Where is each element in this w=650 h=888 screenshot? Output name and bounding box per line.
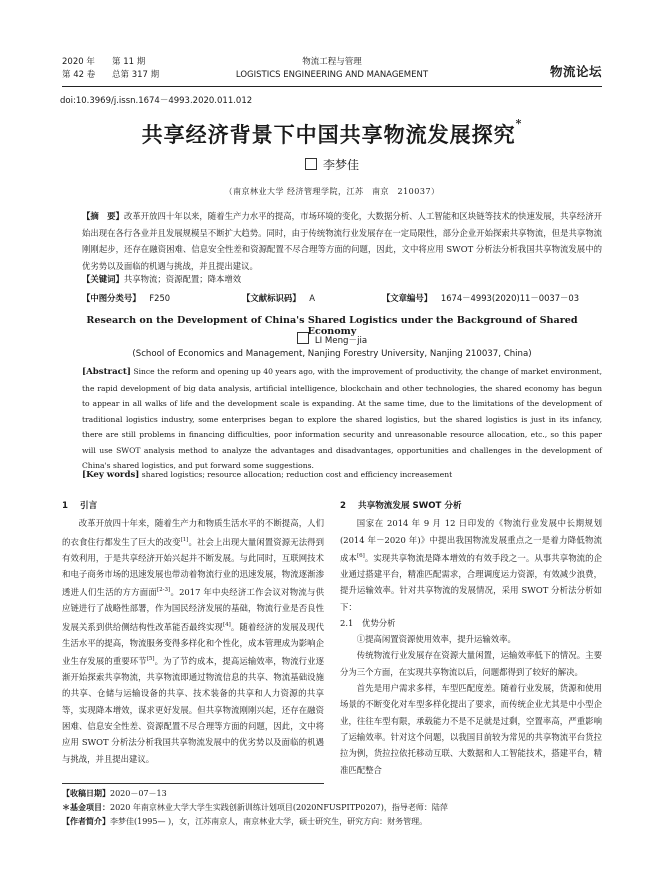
abstract-en-text: Since the reform and opening up 40 years ago, with the improvement of productivity, the change of market environment, the rapid development of big data analysis, artificial intelligence, blockchain and other technologies, the shared economy has begun to appear in all walks of life and the development scale is expanding. At the same time, due to the limitations of the development of traditional logistics industry, some enterprises began to explore the shared logistics, but the shared logistics is just in its infancy, there are still problems in financing difficulties, poor information security and unreasonable resource allocation, etc., so this paper will use SWOT analysis method to analyze the advantages and disadvantages, opportunities and challenges in the development of China's shared logistics, and put forward some suggestions. — [82, 367, 602, 470]
author-name-en: LI Meng－jia — [314, 336, 368, 346]
section-name: 物流论坛 — [549, 64, 602, 79]
footnote-divider — [62, 783, 324, 784]
text-run: 。为了节约成本，提高运输效率，物流行业逐渐开始探索共享物流，共享物流即通过物流信息的共享、物流基础设施的共享、仓储与运输设备的共享、技术装备的共享和人力资源的共享等，实现降本增效，谋求更好发展。但共享物流刚刚兴起，还存在融资困难、信息安全性差、资源配置不尽合理等方面的问题，因此，文中将应用 SWOT 分析法分析我国共享物流发展中的优劣势以及面临的机遇与挑战，并且提出建议。 — [62, 655, 324, 764]
fund-value: 2020 年南京林业大学大学生实践创新训练计划项目(2020NFUSPITP0207)，指导老师：陆萍 — [110, 803, 448, 812]
doc-code-label: 【文献标识码】 — [241, 293, 301, 303]
keywords-en-label: [Key words] — [82, 470, 140, 480]
keywords-cn-text: 共享物流；资源配置；降本增效 — [123, 274, 242, 284]
abstract-cn-label: 【摘 要】 — [82, 211, 124, 221]
text-run: 。2017 年中央经济工作会议对物流与供应链进行了战略性部署，作为国民经济发展的基础，物流行业是否良性发展关系到供给侧结构性改革能否最终实现 — [62, 587, 325, 632]
clc-value: F250 — [149, 293, 171, 303]
fund-label: ＊基金项目： — [62, 803, 110, 812]
article-no-label: 【文章编号】 — [381, 293, 433, 303]
citation[interactable]: [6] — [356, 552, 365, 559]
footnotes — [62, 787, 602, 829]
paragraph: 首先是用户需求多样，车型匹配度差。随着行业发展，货源和使用场景的不断变化对车型多样化提出了要求，而传统企业尤其是中小型企业，往往车型有限，承载能力不是不足就是过剩，空置率高，严重影响了运输效率。针对这个问题，以我国目前较为常见的共享物流平台货拉拉为例，货拉拉依托移动互联、大数据和人工智能技术，搭建平台，精准匹配整合 — [340, 683, 602, 775]
fund-info — [62, 801, 602, 815]
author-name: 李梦佳 — [322, 158, 359, 172]
volume: 第 42 卷 — [62, 70, 96, 80]
citation[interactable]: [2-3] — [157, 587, 171, 594]
issue-info — [62, 56, 159, 82]
keywords-cn-label: 【关键词】 — [82, 274, 124, 284]
author-line — [62, 156, 602, 173]
section-title: 共享物流发展 SWOT 分析 — [358, 501, 462, 511]
text-run: 改革开放四十年来，随着生产力和物质生活水平的不断提高，人们的衣食住行都发生了巨大的改变 — [62, 518, 324, 547]
section-number: 2 — [340, 501, 346, 511]
received-date — [62, 787, 602, 801]
keywords-en — [82, 470, 452, 480]
square-icon — [297, 332, 309, 344]
article-no-value: 1674－4993(2020)11－0037－03 — [440, 293, 580, 303]
received-value: 2020－07－13 — [110, 789, 167, 798]
received-label: 【收稿日期】 — [62, 789, 110, 798]
total-issue: 总第 317 期 — [112, 70, 160, 80]
square-icon — [305, 158, 317, 170]
doi[interactable]: doi:10.3969/j.issn.1674－4993.2020.011.012 — [60, 96, 253, 106]
paragraph — [340, 515, 602, 615]
title-footnote-mark: * — [515, 117, 523, 130]
clc-label: 【中图分类号】 — [82, 293, 141, 303]
journal-name — [192, 56, 472, 82]
citation[interactable]: [5] — [146, 656, 155, 663]
section-title: 引言 — [80, 501, 98, 511]
journal-name-cn: 物流工程与管理 — [302, 57, 362, 67]
paper-title — [62, 119, 602, 149]
running-header — [62, 56, 602, 87]
section-number: 1 — [62, 501, 68, 511]
text-run: 。社会上出现大量闲置资源无法得到有效利用，于是共享经济开始兴起并不断发展。与此同时，互联网技术和电子商务市场的迅速发展也带动着物流行业的迅速发展，物流逐渐渗透进人们生活的方方面面 — [62, 536, 325, 598]
bio-label: 【作者简介】 — [62, 817, 110, 826]
paragraph — [62, 515, 324, 767]
keywords-cn — [82, 273, 241, 285]
text-run: 。实现共享物流是降本增效的有效手段之一。从事共享物流的企业通过搭建平台，精准匹配需求，合理调度运力资源，有效减少浪费，提升运输效率。针对共享物流的发展情况，采用 SWOT 分析法分析如下： — [340, 552, 603, 612]
issue: 第 11 期 — [112, 57, 146, 67]
author-line-en — [62, 332, 602, 346]
point-heading: ①提高闲置资源使用效率，提升运输效率。 — [356, 634, 516, 645]
section-heading-2 — [340, 498, 602, 514]
abstract-cn-text: 改革开放四十年以来，随着生产力水平的提高，市场环境的变化，大数据分析、人工智能和区块链等技术的快速发展，共享经济开始出现在各行各业并且发展规模呈不断扩大趋势。同时，由于传统物流行业发展存在一定局限性，部分企业开始探索共享物流，但是共享物流刚刚起步，还存在融资困难、信息安全性差和资源配置不尽合理等方面的问题，因此，文中将应用 SWOT 分析法分析我国共享物流发展中的优劣势以及面临的机遇与挑战，并且提出建议。 — [82, 211, 602, 271]
right-column — [340, 498, 602, 778]
keywords-en-text: shared logistics; resource allocation; reduction cost and efficiency increasement — [141, 470, 453, 479]
classification-line — [82, 292, 602, 304]
abstract-cn — [62, 208, 602, 274]
subsection-title: 优势分析 — [362, 617, 396, 628]
abstract-en — [62, 364, 602, 474]
abstract-en-label: [Abstract] — [82, 367, 131, 377]
journal-name-en: LOGISTICS ENGINEERING AND MANAGEMENT — [235, 70, 429, 80]
left-column — [62, 498, 324, 767]
paragraph: 传统物流行业发展存在资源大量闲置，运输效率低下的情况。主要分为三个方面，在实现共享物流以后，问题都得到了较好的解决。 — [340, 650, 602, 677]
section-heading-1 — [62, 498, 324, 514]
bio-value: 李梦佳(1995— )，女，江苏南京人，南京林业大学，硕士研究生，研究方向：财务管理。 — [110, 817, 428, 826]
text-run: 。随着经济的发展及现代生活水平的提高，物流服务变得多样化和个性化，成本管理成为影响企业生存发展的重要环节 — [62, 621, 325, 666]
citation[interactable]: [1] — [180, 536, 189, 543]
year: 2020 年 — [62, 57, 95, 67]
text-run: 国家在 2014 年 9 月 12 日印发的《物流行业发展中长期规划(2014 年－2020 年)》中提出我国物流发展重点之一是着力降低物流成本 — [340, 518, 602, 563]
paper-title-en: Research on the Development of China's Shared Logistics under the Background of Shared Economy — [86, 315, 578, 337]
affiliation-en: (School of Economics and Management, Nanjing Forestry University, Nanjing 210037, China) — [132, 349, 532, 359]
affiliation: （南京林业大学 经济管理学院，江苏 南京 210037） — [224, 187, 440, 196]
author-bio — [62, 815, 602, 829]
doc-code-value: A — [309, 293, 315, 303]
citation[interactable]: [4] — [223, 621, 231, 628]
paper-title-text: 共享经济背景下中国共享物流发展探究 — [141, 122, 516, 147]
subsection-number: 2.1 — [340, 617, 354, 628]
subsection-heading — [340, 615, 602, 631]
